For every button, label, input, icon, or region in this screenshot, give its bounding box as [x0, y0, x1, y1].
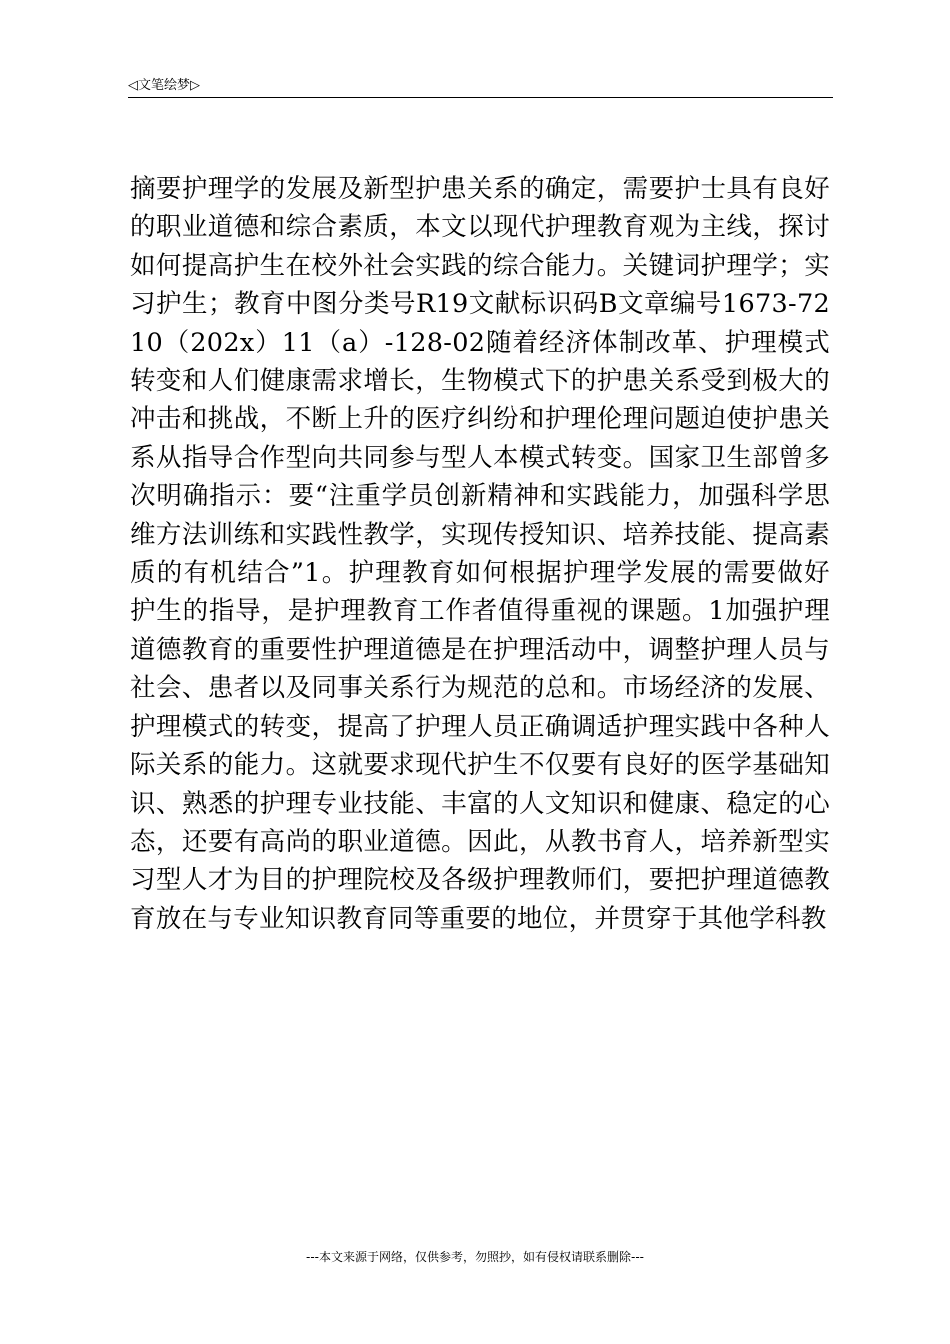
header-title: ◁文笔绘梦▷ [128, 78, 200, 93]
article-body: 摘要护理学的发展及新型护患关系的确定，需要护士具有良好的职业道德和综合素质，本文以现代护理教育观为主线，探讨如何提高护生在校外社会实践的综合能力。关键词护理学；实习护生；教育中图分类号R19文献标识码B文章编号1673-7210（202x）11（a）-128-02随着经济体制改革、护理模式转变和人们健康需求增长，生物模式下的护患关系受到极大的冲击和挑战，不断上升的医疗纠纷和护理伦理问题迫使护患关系从指导合作型向共同参与型人本模式转变。国家卫生部曾多次明确指示：要“注重学员创新精神和实践能力，加强科学思维方法训练和实践性教学，实现传授知识、培养技能、提高素质的有机结合”1。护理教育如何根据护理学发展的需要做好护生的指导，是护理教育工作者值得重视的课题。1加强护理道德教育的重要性护理道德是在护理活动中，调整护理人员与社会、患者以及同事关系行为规范的总和。市场经济的发展、护理模式的转变，提高了护理人员正确调适护理实践中各种人际关系的能力。这就要求现代护生不仅要有良好的医学基础知识、熟悉的护理专业技能、丰富的人文知识和健康、稳定的心态，还要有高尚的职业道德。因此，从教书育人，培养新型实习型人才为目的护理院校及各级护理教师们，要把护理道德教育放在与专业知识教育同等重要的地位，并贯穿于其他学科教 [130, 174, 830, 934]
header-divider [128, 97, 833, 98]
footer-notice: ---本文来源于网络，仅供参考，勿照抄，如有侵权请联系删除--- [306, 1250, 644, 1264]
page-header [128, 78, 832, 98]
